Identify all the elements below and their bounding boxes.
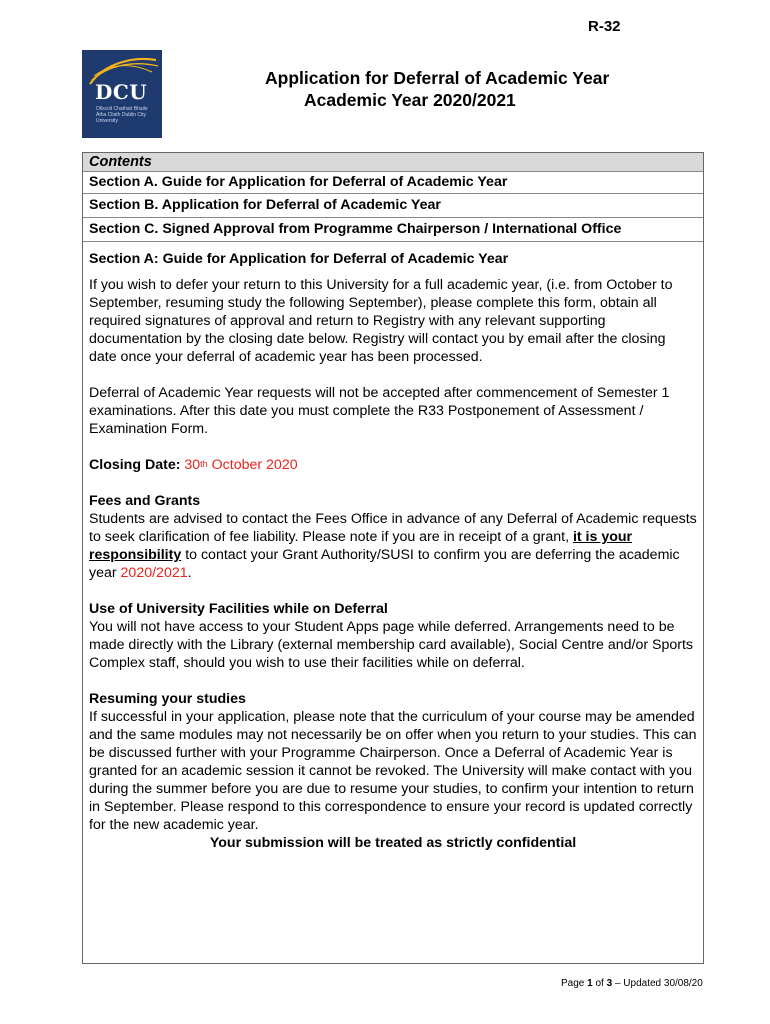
cutoff-paragraph: Deferral of Academic Year requests will not be accepted after commencement of Semester 1 examinations. After this date you must complete the R33 Postponement of Assessment / Examination Form. (89, 385, 670, 437)
logo-subtitle: Ollscoil Chathair Bhaile Átha Cliath Dublin City University (96, 106, 148, 124)
title-line-1: Application for Deferral of Academic Year (265, 68, 610, 88)
page-footer: Page 1 of 3 – Updated 30/08/20 (561, 978, 703, 989)
section-a-content (83, 242, 703, 852)
section-a-heading: Section A: Guide for Application for Deferral of Academic Year (89, 251, 509, 267)
resuming-paragraph: If successful in your application, please note that the curriculum of your course may be amended and the same modules may not necessarily be on offer when you return to your studies. This can be discussed further with your Programme Chairperson. Once a Deferral of Academic Year is granted for an academic session it cannot be revoked. The University will make contact with you during the summer before you are due to resume your studies, to confirm your intention to return in September. Please respond to this correspondence to ensure your record is updated correctly for the new academic year. (89, 709, 697, 833)
fees-academic-year: 2020/2021 (120, 565, 188, 581)
confidential-notice: Your submission will be treated as strictly confidential (209, 835, 577, 851)
facilities-paragraph: You will not have access to your Student Apps page while deferred. Arrangements need to be made directly with the Library (external membership card available), Social Centre and/or Sports Complex staff, should you wish to use their facilities while on deferral. (89, 619, 694, 671)
logo-name: DCU (95, 80, 148, 104)
intro-paragraph: If you wish to defer your return to this University for a full academic year, (i.e. from October to September, resuming study the following September), please complete this form, obtain all required signatures of approval and return to Registry with any relevant supporting documentation by the closing date below. Registry will contact you by email after the closing date once your deferral of academic year has been processed. (89, 277, 673, 365)
facilities-heading: Use of University Facilities while on Deferral (89, 601, 388, 617)
form-code: R-32 (588, 18, 621, 35)
contents-item-section-c: Section C. Signed Approval from Programme Chairperson / International Office (83, 218, 703, 242)
closing-date (89, 456, 697, 474)
title-line-2: Academic Year 2020/2021 (304, 90, 516, 110)
dcu-logo (82, 50, 162, 138)
contents-item-section-b: Section B. Application for Deferral of Academic Year (83, 194, 703, 218)
form-box (82, 152, 704, 964)
fees-paragraph: Students are advised to contact the Fees Office in advance of any Deferral of Academic requests to seek clarification of fee liability. Please note if you are in receipt of a grant, it is your responsibility to contact your Grant Authority/SUSI to confirm you are deferring the academic year 2020/2021. (89, 511, 697, 581)
contents-heading: Contents (83, 153, 703, 172)
closing-date-value: 30th October 2020 (184, 457, 298, 473)
fees-heading: Fees and Grants (89, 493, 201, 509)
resuming-heading: Resuming your studies (89, 691, 246, 707)
closing-date-label: Closing Date: (89, 457, 181, 473)
contents-item-section-a: Section A. Guide for Application for Deferral of Academic Year (83, 172, 703, 194)
responsibility-emphasis: it is your responsibility (89, 529, 633, 563)
